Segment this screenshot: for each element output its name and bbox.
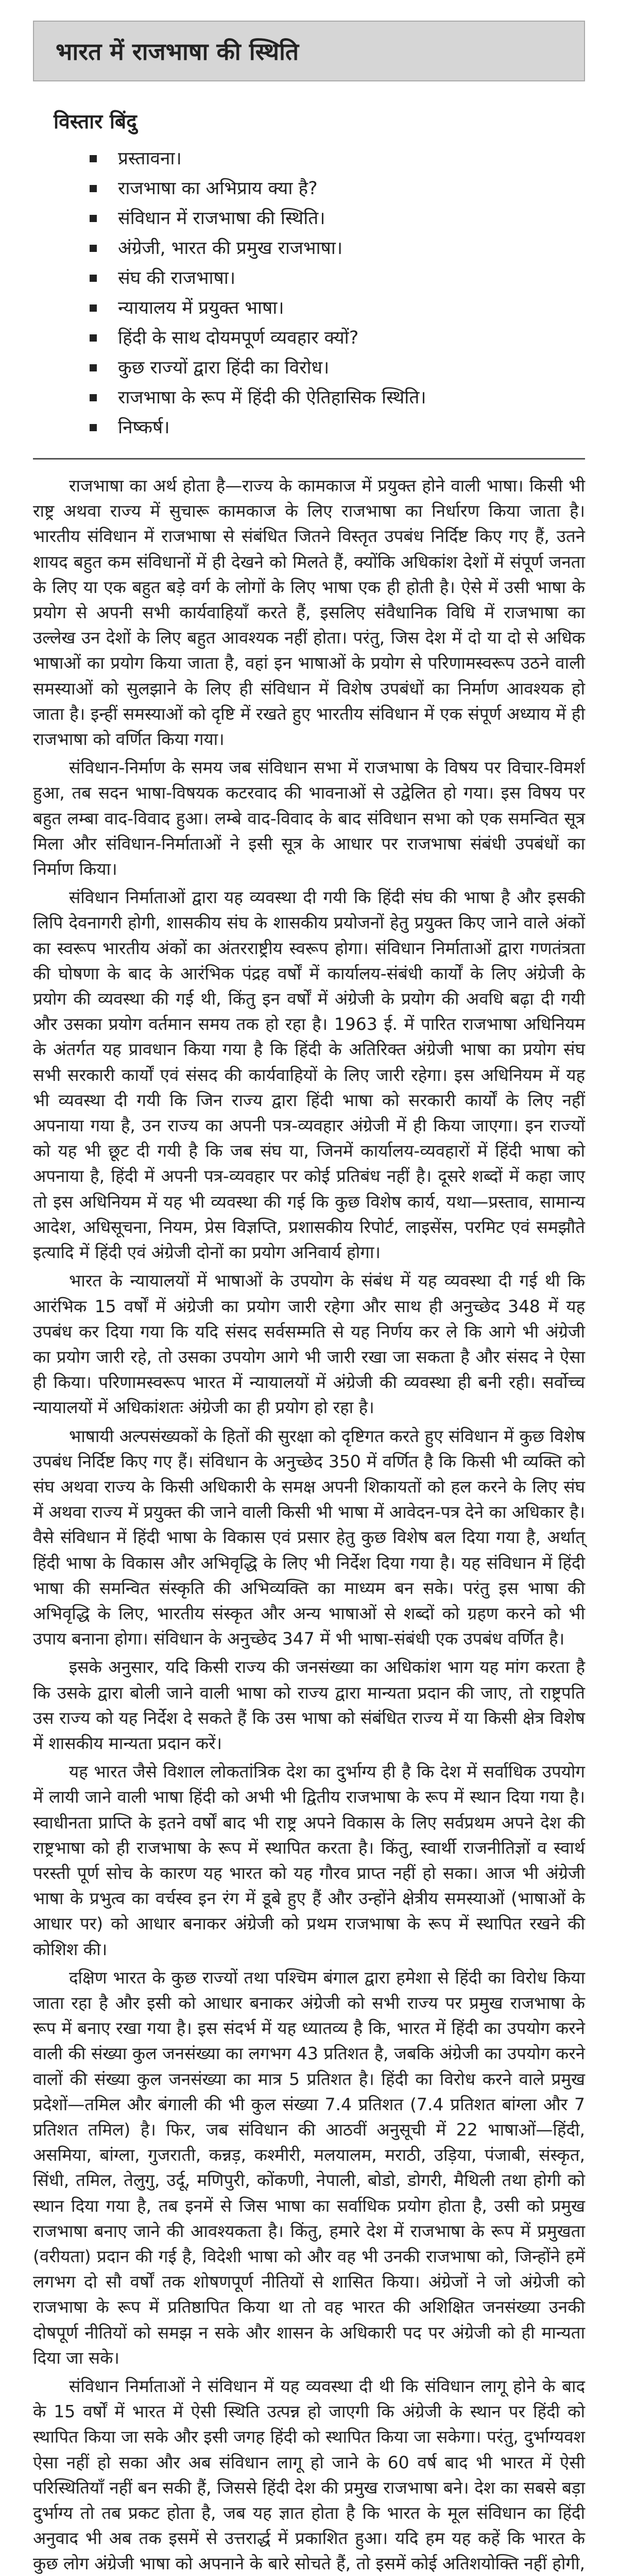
essay-paragraph: दक्षिण भारत के कुछ राज्यों तथा पश्चिम बंगाल द्वारा हमेशा से हिंदी का विरोध किया जाता रहा है और इसी को आधार बनाकर अंग्रेजी को सभी राज्य पर प्रमुख राजभाषा के रूप में बनाए रखा गया है। इस संदर्भ में यह ध्यातव्य है कि, भारत में हिंदी का उपयोग करने वाली की संख्या कुल जनसंख्या का लगभग 43 प्रतिशत है, जबकि अंग्रेजी का उपयोग करने वालों की संख्या कुल जनसंख्या का मात्र 5 प्रतिशत है। हिंदी का विरोध करने वाले प्रमुख प्रदेशों—तमिल और बंगाली की भी कुल संख्या 7.4 प्रतिशत (7.4 प्रतिशत बांग्ला और 7 प्रतिशत तमिल) है। फिर, जब संविधान की आठवीं अनुसूची में 22 भाषाओं—हिंदी, असमिया, बांग्ला, गुजराती, कन्नड़, कश्मीरी, मलयालम, मराठी, उड़िया, पंजाबी, संस्कृत, सिंधी, तमिल, तेलुगु, उर्दू, मणिपुरी, कोंकणी, नेपाली, बोडो, डोगरी, मैथिली तथा होगी को स्थान दिया गया है, तब इनमें से जिस भाषा का सर्वाधिक प्रयोग होता है, उसी को प्रमुख राजभाषा बनाए जाने की आवश्यकता है। किंतु, हमारे देश में राजभाषा के रूप में प्रमुखता (वरीयता) प्रदान की गई है, विदेशी भाषा को और वह भी उनकी राजभाषा को, जिन्होंने हमें लगभग दो सौ वर्षों तक शोषणपूर्ण नीतियों से शासित किया। अंग्रेजों ने जो अंग्रेजी को राजभाषा के रूप में प्रतिष्ठापित किया था तो वह भारत की अशिक्षित जनसंख्या उनकी दोषपूर्ण नीतियों को समझ न सके और शासन के अधिकारी पद पर अंग्रेजी को ही मान्यता दिया जा सके। xyxy=(33,1967,586,2368)
outline-item xyxy=(90,174,564,204)
essay-paragraph: राजभाषा का अर्थ होता है—राज्य के कामकाज में प्रयुक्त होने वाली भाषा। किसी भी राष्ट्र अथवा राज्य में सुचारू कामकाज के लिए राजभाषा का निर्धारण किया जाता है। भारतीय संविधान में राजभाषा से संबंधित जितने विस्तृत उपबंध निर्दिष्ट किए गए हैं, उतने शायद बहुत कम संविधानों में ही देखने को मिलते हैं, क्योंकि अधिकांश देशों में संपूर्ण जनता के लिए या एक बहुत बड़े वर्ग के लोगों के लिए भाषा एक ही होती है। ऐसे में उसी भाषा के प्रयोग से अपनी सभी कार्यवाहियाँ करते हैं, इसलिए संवैधानिक विधि में राजभाषा का उल्लेख उन देशों के लिए बहुत आवश्यक नहीं होता। परंतु, जिस देश में दो या दो से अधिक भाषाओं का प्रयोग किया जाता है, वहां इन भाषाओं के प्रयोग से परिणामस्वरूप उठने वाली समस्याओं को सुलझाने के लिए ही संविधान में विशेष उपबंधों का निर्माण आवश्यक हो जाता है। इन्हीं समस्याओं को दृष्टि में रखते हुए भारतीय संविधान में एक संपूर्ण अध्याय में ही राजभाषा को वर्णित किया गया। xyxy=(33,476,585,750)
outline-item xyxy=(90,293,564,323)
outline-item-label: संविधान में राजभाषा की स्थिति। xyxy=(118,208,325,229)
outline-item-label: प्रस्तावना। xyxy=(118,148,182,169)
outline-item xyxy=(90,204,564,233)
outline-item-label: राजभाषा का अभिप्राय क्या है? xyxy=(118,178,318,199)
outline-item-label: कुछ राज्यों द्वारा हिंदी का विरोध। xyxy=(118,358,330,378)
square-bullet-icon xyxy=(90,215,97,222)
page-title: भारत में राजभाषा की स्थिति xyxy=(33,21,585,81)
outline-section xyxy=(54,107,564,443)
outline-item xyxy=(90,233,564,263)
essay-body xyxy=(33,473,585,2576)
outline-item xyxy=(90,383,564,413)
square-bullet-icon xyxy=(90,304,97,312)
essay-paragraph: संविधान निर्माताओं द्वारा यह व्यवस्था दी गयी कि हिंदी संघ की भाषा है और इसकी लिपि देवनागरी होगी, शासकीय संघ के शासकीय प्रयोजनों हेतु प्रयुक्त किए जाने वाले अंकों का स्वरूप भारतीय अंकों का अंतरराष्ट्रीय स्वरूप होगा। संविधान निर्माताओं द्वारा गणतंत्रता की घोषणा के बाद के आरंभिक पंद्रह वर्षों में कार्यालय-संबंधी कार्यों के लिए अंग्रेजी के प्रयोग की व्यवस्था की गई थी, किंतु इन वर्षों में अंग्रेजी के प्रयोग की अवधि बढ़ा दी गयी और उसका प्रयोग वर्तमान समय तक हो रहा है। 1963 ई. में पारित राजभाषा अधिनियम के अंतर्गत यह प्रावधान किया गया है कि हिंदी के अतिरिक्त अंग्रेजी भाषा का प्रयोग संघ सभी सरकारी कार्यों एवं संसद की कार्यवाहियों के लिए जारी रहेगा। इस अधिनियम में यह भी व्यवस्था दी गयी कि जिन राज्य द्वारा हिंदी भाषा को सरकारी कार्यों के लिए नहीं अपनाया गया है, उन राज्य का अपनी पत्र-व्यवहार अंग्रेजी में ही किया जाएगा। इन राज्यों को यह भी छूट दी गयी है कि जब संघ या, जिनमें कार्यालय-व्यवहारों में हिंदी भाषा को अपनाया है, हिंदी में अपनी पत्र-व्यवहार पर कोई प्रतिबंध नहीं है। दूसरे शब्दों में कहा जाए तो इस अधिनियम में यह भी व्यवस्था की गई कि कुछ विशेष कार्य, यथा—प्रस्ताव, सामान्य आदेश, अधिसूचना, नियम, प्रेस विज्ञप्ति, प्रशासकीय रिपोर्ट, लाइसेंस, परमिट एवं समझौते इत्यादि में हिंदी एवं अंग्रेजी दोनों का प्रयोग अनिवार्य होगा। xyxy=(33,887,585,1263)
square-bullet-icon xyxy=(90,185,97,192)
section-divider xyxy=(33,458,585,460)
square-bullet-icon xyxy=(90,245,97,252)
essay-paragraph: भारत के न्यायालयों में भाषाओं के उपयोग के संबंध में यह व्यवस्था दी गई थी कि आरंभिक 15 वर्षों में अंग्रेजी का प्रयोग जारी रहेगा और साथ ही अनुच्छेद 348 में यह उपबंध कर दिया गया कि यदि संसद सर्वसम्मति से यह निर्णय कर ले कि आगे भी अंग्रेजी का प्रयोग जारी रहे, तो उसका उपयोग आगे भी जारी रखा जा सकता है और संसद ने ऐसा ही किया। परिणामस्वरूप भारत में न्यायालयों में अंग्रेजी की व्यवस्था ही बनी रही। सर्वोच्च न्यायालयों में अधिकांशतः अंग्रेजी का ही प्रयोग हो रहा है। xyxy=(33,1270,585,1418)
outline-item-label: निष्कर्ष। xyxy=(118,417,170,438)
outline-item-label: अंग्रेजी, भारत की प्रमुख राजभाषा। xyxy=(118,238,343,259)
outline-item xyxy=(90,263,564,293)
outline-item-label: राजभाषा के रूप में हिंदी की ऐतिहासिक स्थिति। xyxy=(118,387,426,408)
outline-item-label: संघ की राजभाषा। xyxy=(118,268,236,289)
square-bullet-icon xyxy=(90,364,97,371)
outline-item xyxy=(90,323,564,353)
square-bullet-icon xyxy=(90,275,97,282)
square-bullet-icon xyxy=(90,155,97,162)
square-bullet-icon xyxy=(90,394,97,401)
essay-paragraph: संविधान निर्माताओं ने संविधान में यह व्यवस्था दी थी कि संविधान लागू होने के बाद के 15 वर्षों में भारत में ऐसी स्थिति उत्पन्न हो जाएगी कि अंग्रेजी के स्थान पर हिंदी को स्थापित किया जा सके और इसी जगह हिंदी को स्थापित किया जा सकेगा। परंतु, दुर्भाग्यवश ऐसा नहीं हो सका और अब संविधान लागू हो जाने के 60 वर्ष बाद भी भारत में ऐसी परिस्थितियाँ नहीं बन सकी हैं, जिससे हिंदी देश की प्रमुख राजभाषा बने। देश का सबसे बड़ा दुर्भाग्य तो तब प्रकट होता है, जब यह ज्ञात होता है कि भारत के मूल संविधान का हिंदी अनुवाद भी अब तक इसमें से उत्तरार्द्ध में प्रकाशित हुआ। यदि हम यह कहें कि भारत के कुछ लोग अंग्रेजी भाषा को अपनाने के बारे सोचते हैं, तो इसमें कोई अतिशयोक्ति नहीं होगी, xyxy=(33,2376,585,2574)
essay-paragraph: संविधान-निर्माण के समय जब संविधान सभा में राजभाषा के विषय पर विचार-विमर्श हुआ, तब सदन भाषा-विषयक कटरवाद की भावनाओं से उद्वेलित हो गया। इस विषय पर बहुत लम्बा वाद-विवाद हुआ। लम्बे वाद-विवाद के बाद संविधान सभा को एक समन्वित सूत्र मिला और संविधान-निर्माताओं ने इसी सूत्र के आधार पर राजभाषा संबंधी उपबंधों का निर्माण किया। xyxy=(33,757,585,879)
square-bullet-icon xyxy=(90,424,97,431)
outline-item xyxy=(90,413,564,443)
outline-item xyxy=(90,353,564,383)
essay-paragraph: भाषायी अल्पसंख्यकों के हितों की सुरक्षा को दृष्टिगत करते हुए संविधान में कुछ विशेष उपबंध निर्दिष्ट किए गए हैं। संविधान के अनुच्छेद 350 में वर्णित है कि किसी भी व्यक्ति को संघ अथवा राज्य के किसी अधिकारी के समक्ष अपनी शिकायतों को हल करने के लिए संघ में अथवा राज्य में प्रयुक्त की जाने वाली किसी भी भाषा में आवेदन-पत्र देने का अधिकार है। वैसे संविधान में हिंदी भाषा के विकास एवं प्रसार हेतु कुछ विशेष बल दिया गया है, अर्थात् हिंदी भाषा के विकास और अभिवृद्धि के लिए भी निर्देश दिया गया है। यह संविधान में हिंदी भाषा की समन्वित संस्कृति की अभिव्यक्ति का माध्यम बन सके। परंतु इस भाषा की अभिवृद्धि के लिए, भारतीय संस्कृत और अन्य भाषाओं से शब्दों को ग्रहण करने को भी उपाय बनाना होगा। संविधान के अनुच्छेद 347 में भी भाषा-संबंधी एक उपबंध वर्णित है। xyxy=(33,1426,585,1649)
outline-item xyxy=(90,144,564,174)
essay-paragraph: इसके अनुसार, यदि किसी राज्य की जनसंख्या का अधिकांश भाग यह मांग करता है कि उसके द्वारा बोली जाने वाली भाषा को राज्य द्वारा मान्यता प्रदान की जाए, तो राष्ट्रपति उस राज्य को यह निर्देश दे सकते हैं कि उस भाषा को संबंधित राज्य में या किसी क्षेत्र विशेष में शासकीय मान्यता प्रदान करें। xyxy=(33,1657,585,1753)
outline-item-label: न्यायालय में प्रयुक्त भाषा। xyxy=(118,298,284,318)
outline-list xyxy=(54,144,564,443)
square-bullet-icon xyxy=(90,334,97,342)
outline-item-label: हिंदी के साथ दोयमपूर्ण व्यवहार क्यों? xyxy=(118,328,359,348)
outline-heading: विस्तार बिंदु xyxy=(54,110,137,133)
essay-paragraph: यह भारत जैसे विशाल लोकतांत्रिक देश का दुर्भाग्य ही है कि देश में सर्वाधिक उपयोग में लायी जाने वाली भाषा हिंदी को अभी भी द्वितीय राजभाषा के रूप में स्थान दिया गया है। स्वाधीनता प्राप्ति के इतने वर्षों बाद भी राष्ट्र अपने विकास के लिए सर्वप्रथम अपने देश की राष्ट्रभाषा को ही राजभाषा के रूप में स्थापित करता है। किंतु, स्वार्थी राजनीतिज्ञों व स्वार्थ परस्ती पूर्ण सोच के कारण यह भारत को यह गौरव प्राप्त नहीं हो सका। आज भी अंग्रेजी भाषा के प्रभुत्व का वर्चस्व इन रंग में डूबे हुए हैं और उन्होंने क्षेत्रीय समस्याओं (भाषाओं के आधार पर) को आधार बनाकर अंग्रेजी को प्रथम राजभाषा के रूप में स्थापित रखने की कोशिश की। xyxy=(33,1761,585,1959)
